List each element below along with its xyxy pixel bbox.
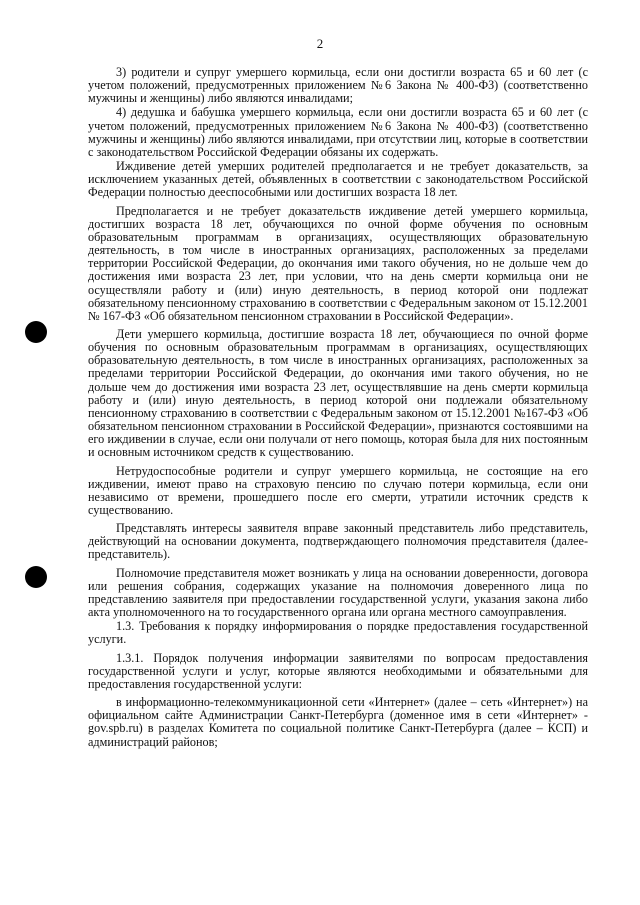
paragraph-grandparents: 4) дедушка и бабушка умершего кормильца, если они достигли возраста 65 и 60 лет (с учетом положений, предусмотренных приложением №6 Закона № 400-ФЗ) (соответственно мужчины и женщины) либо являются инвалидами, при отсутствии лиц, которые в соответствии с законодательством Российской Федерации обязаны их содержать.	[88, 105, 588, 159]
paragraph-internet-info: в информационно-телекоммуникационной сети «Интернет» (далее – сеть «Интернет») на официальном сайте Администрации Санкт-Петербурга (доменное имя в сети «Интернет» - gov.spb.ru) в разделах Комитета по социальной политике Санкт-Петербурга (далее – КСП) и администраций районов;	[88, 695, 588, 749]
paragraph-disabled-parents: Нетрудоспособные родители и супруг умершего кормильца, не состоящие на его иждивении, имеют право на страховую пенсию по случаю потери кормильца, если они независимо от времени, прошедшего после его смерти, утратили источник средств к существованию.	[88, 463, 588, 517]
paragraph-representative: Представлять интересы заявителя вправе законный представитель либо представитель, действующий на основании документа, подтверждающего полномочия представителя (далее-представитель).	[88, 521, 588, 562]
page-number: 2	[316, 36, 324, 51]
section-heading-1-3: 1.3. Требования к порядку информирования о порядке предоставления государственной услуги.	[88, 619, 588, 647]
section-1-3-1: 1.3.1. Порядок получения информации заявителями по вопросам предоставления государственной услуги и услуг, которые являются необходимыми и обязательными для предоставления государственной услуги:	[88, 650, 588, 691]
paragraph-representative-authority: Полномочие представителя может возникать у лица на основании доверенности, договора или решения собрания, содержащих указание на полномочия доверенного лица по представлению заявителя при предоставлении государственной услуги, указания закона либо акта уполномоченного на то государственного органа или органа местного самоуправления.	[88, 565, 588, 620]
paragraph-children-dependency: Иждивение детей умерших родителей предполагается и не требует доказательств, за исключением указанных детей, объявленных в соответствии с законодательством Российской Федерации полностью дееспособными или достигших возраста 18 лет.	[88, 159, 588, 200]
document-body	[88, 66, 588, 749]
punch-hole-mark	[25, 321, 47, 343]
punch-hole-mark	[25, 566, 47, 588]
paragraph-parents-spouse: 3) родители и супруг умершего кормильца, если они достигли возраста 65 и 60 лет (с учетом положений, предусмотренных приложением №6 Закона № 400-ФЗ) (соответственно мужчины и женщины) либо являются инвалидами;	[88, 65, 588, 106]
paragraph-working-students: Дети умершего кормильца, достигшие возраста 18 лет, обучающиеся по очной форме обучения по основным образовательным программам в организациях, осуществляющих образовательную деятельность, в том числе в иностранных организациях, расположенных за пределами территории Российской Федерации, до окончания ими такого обучения, но не дольше чем до достижения ими возраста 23 лет, осуществлявшие на день смерти кормильца работу и (или) иную деятельность, в период которой они подлежали обязательному пенсионному страхованию в соответствии с Федеральным законом от 15.12.2001 №167-ФЗ «Об обязательном пенсионном страховании в Российской Федерации», признаются состоявшими на его иждивении в случае, если они получали от него помощь, которая была для них постоянным и основным источником средств к существованию.	[88, 326, 588, 460]
paragraph-students-presumed-dependency: Предполагается и не требует доказательств иждивение детей умершего кормильца, достигших возраста 18 лет, обучающихся по очной форме обучения по основным образовательным программам в организациях, осуществляющих образовательную деятельность, в том числе в иностранных организациях, расположенных за пределами территории Российской Федерации, до окончания ими такого обучения, но не дольше чем до достижения ими возраста 23 лет, при условии, что на день смерти кормильца они не осуществляли работу и (или) иную деятельность, в период которой они подлежат обязательному пенсионному страхованию в соответствии с Федеральным законом от 15.12.2001 № 167-ФЗ «Об обязательном пенсионном страховании в Российской Федерации».	[88, 203, 588, 323]
